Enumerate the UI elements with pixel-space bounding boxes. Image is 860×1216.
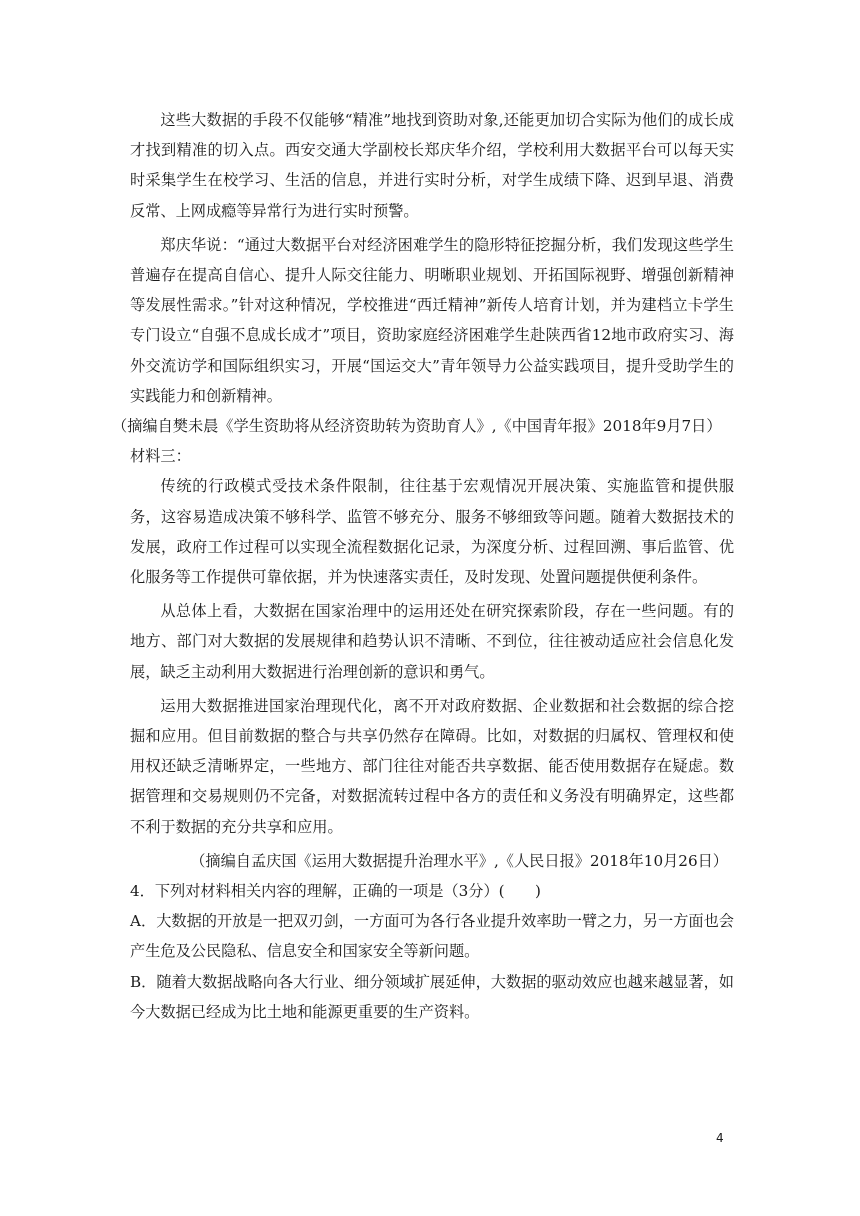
page-number: 4: [716, 1131, 724, 1145]
question-stem: 4．下列对材料相关内容的理解，正确的一项是（3分）( ): [130, 882, 541, 901]
material-3-heading: 材料三：: [130, 447, 191, 466]
paragraph-governance-modernization: 运用大数据推进国家治理现代化，离不开对政府数据、企业数据和社会数据的综合挖掘和应用。但目前数据的整合与共享仍然存在障碍。比如，对数据的归属权、管理权和使用权还缺乏清晰界定，一些地方、部门往往对能否共享数据、能否使用数据存在疑虑。数据管理和交易规则仍不完备，对数据流转过程中各方的责任和义务没有明确界定，这些都不利于数据的充分共享和应用。: [130, 696, 734, 836]
question-option-b: B．随着大数据战略向各大行业、细分领域扩展延伸，大数据的驱动效应也越来越显著，如今大数据已经成为比土地和能源更重要的生产资料。: [130, 972, 734, 1021]
paragraph-big-data-means: 这些大数据的手段不仅能够“精准”地找到资助对象,还能更加切合实际为他们的成长成才找到精准的切入点。西安交通大学副校长郑庆华介绍，学校利用大数据平台可以每天实时采集学生在校学习、生活的信息，并进行实时分析，对学生成绩下降、迟到早退、消费反常、上网成瘾等异常行为进行实时预警。: [130, 111, 734, 220]
question-option-a: A．大数据的开放是一把双刃剑，一方面可为各行各业提升效率助一臂之力，另一方面也会产生危及公民隐私、信息安全和国家安全等新问题。: [130, 912, 734, 961]
source-citation-1: （摘编自樊未晨《学生资助将从经济资助转为资助育人》,《中国青年报》2018年9月7日）: [112, 417, 722, 436]
paragraph-overall-view: 从总体上看，大数据在国家治理中的运用还处在研究探索阶段，存在一些问题。有的地方、部门对大数据的发展规律和趋势认识不清晰、不到位，往往被动适应社会信息化发展，缺乏主动利用大数据进行治理创新的意识和勇气。: [130, 602, 734, 681]
paragraph-traditional-admin: 传统的行政模式受技术条件限制，往往基于宏观情况开展决策、实施监管和提供服务，这容易造成决策不够科学、监管不够充分、服务不够细致等问题。随着大数据技术的发展，政府工作过程可以实现全流程数据化记录，为深度分析、过程回溯、事后监管、优化服务等工作提供可靠依据，并为快速落实责任，及时发现、处置问题提供便利条件。: [130, 477, 734, 587]
document-body: [112, 105, 734, 1027]
paragraph-zheng-qinghua-quote: 郑庆华说：“通过大数据平台对经济困难学生的隐形特征挖掘分析，我们发现这些学生普遍存在提高自信心、提升人际交往能力、明晰职业规划、开拓国际视野、增强创新精神等发展性需求。”针对这种情况，学校推进“西迁精神”新传人培育计划，并为建档立卡学生专门设立“自强不息成长成才”项目，资助家庭经济困难学生赴陕西省12地市政府实习、海外交流访学和国际组织实习，开展“国运交大”青年领导力公益实践项目，提升受助学生的实践能力和创新精神。: [130, 235, 734, 405]
source-citation-2: （摘编自孟庆国《运用大数据提升治理水平》,《人民日报》2018年10月26日）: [190, 851, 728, 870]
